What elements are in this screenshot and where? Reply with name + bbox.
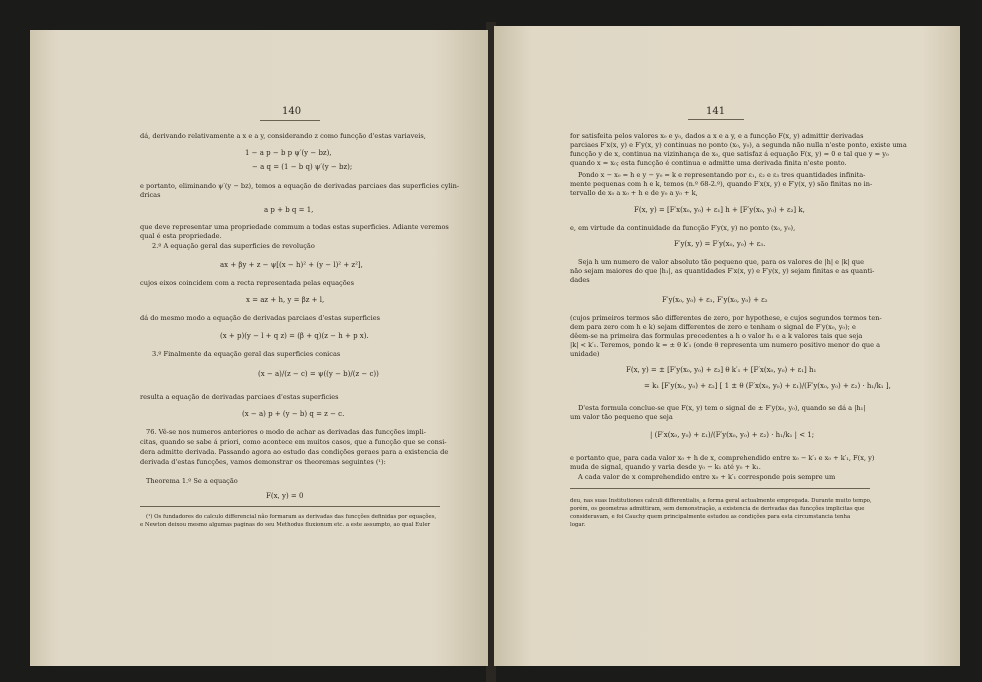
equation: F(x, y) = 0 — [266, 492, 304, 500]
equation: 1 − a p − b p ψ′(y − bz), — [245, 149, 332, 157]
text-line: Pondo x − x₀ = h e y − y₀ = k e representando por ε₁, ε₂ e ε₃ tres quantidades infinita- — [578, 171, 866, 179]
text-line: dêem-se na primeira das formulas precedentes a h o valor h₁ e a k valores tais que seja — [570, 332, 863, 340]
text-line: um valor tão pequeno que seja — [570, 413, 673, 421]
text-line: 3.º Finalmente da equação geral das superficies conicas — [152, 350, 341, 358]
footnote-line: consideravam, e foi Cauchy quem principalmente estudou as condições para esta circumstancia tenha — [570, 514, 851, 520]
equation: (x + p)(y − l + q z) = (β + q)(z − h + p x). — [220, 332, 369, 340]
text-line: dem para zero com h e k) sejam differentes de zero e tenham o signal de F′y(x₀, y₀); e — [570, 323, 856, 331]
right-page — [494, 26, 960, 666]
header-rule — [260, 120, 320, 121]
text-line: for satisfeita pelos valores x₀ e y₀, dados a x e a y, e a funcção F(x, y) admittir derivadas — [570, 132, 864, 140]
text-line: derivada d'estas funcções, vamos demonstrar os theoremas seguintes (¹): — [140, 458, 386, 466]
text-line: unidade) — [570, 350, 600, 358]
text-line: dricas — [140, 191, 161, 199]
text-line: citas, quando se sabe á priori, como acontece em muitos casos, que a funcção que se consi- — [140, 438, 447, 446]
text-line: A cada valor de x comprehendido entre x₀ + k′₁ corresponde pois sempre um — [578, 473, 836, 481]
text-line: |k| < k′₁. Teremos, pondo k = ± θ k′₁ (onde θ representa um numero positivo menor do que a — [570, 341, 881, 349]
text-line: funcção y de x, continua na vizinhança de x₀, que satisfaz á equação F(x, y) = 0 e tal que y = y₀ — [570, 150, 889, 158]
left-page — [30, 30, 488, 666]
text-line: Theorema 1.º Se a equação — [146, 477, 238, 485]
text-line: dades — [570, 276, 590, 284]
text-line: não sejam maiores do que |h₁|, as quantidades F′x(x, y) e F′y(x, y) sejam finitas e as quanti- — [570, 267, 875, 275]
equation: (x − a)/(z − c) = ψ((y − b)/(z − c)) — [258, 370, 379, 378]
equation: − a q = (1 − b q) ψ′(y − bz); — [252, 163, 353, 171]
footnote-rule — [140, 506, 440, 507]
text-line: que deve representar uma propriedade commum a todas estas superficies. Adiante veremos — [140, 223, 449, 231]
text-line: dera admitte derivada. Passando agora ao estudo das condições geraes para a existencia de — [140, 448, 449, 456]
footnote-line: deu, nas suas Institutiones calculi differentialis, a forma geral actualmente empregada. Durante muito tempo, — [570, 498, 872, 504]
text-line: dá, derivando relativamente a x e a y, considerando z como funcção d'estas variaveis, — [140, 132, 426, 140]
equation: x = az + h, y = βz + l, — [246, 296, 325, 304]
equation: a p + b q = 1, — [264, 206, 314, 214]
text-line: mente pequenas com h e k, temos (n.º 68-2.º), quando F′x(x, y) e F′y(x, y) são finitas no in- — [570, 180, 873, 188]
text-line: quando x = x₀; esta funcção é continua e admitte uma derivada finita n'este ponto. — [570, 159, 847, 167]
equation: | (F′x(x₀, y₀) + ε₁)/(F′y(x₀, y₀) + ε₂) · h₁/k₁ | < 1; — [650, 431, 815, 439]
header-rule — [688, 119, 744, 120]
text-line: 76. Vê-se nos numeros anteriores o modo de achar as derivadas das funcções impli- — [146, 428, 426, 436]
text-line: D'esta formula conclue-se que F(x, y) tem o signal de ± F′y(x₀, y₀), quando se dá a |h₁| — [578, 404, 866, 412]
page-number: 140 — [282, 106, 302, 117]
text-line: dá do mesmo modo a equação de derivadas parciaes d'estas superficies — [140, 314, 380, 322]
footnote-rule — [570, 488, 870, 489]
text-line: e, em virtude da continuidade da funcção F′y(x, y) no ponto (x₀, y₀), — [570, 224, 796, 232]
text-line: parciaes F′x(x, y) e F′y(x, y) continuas no ponto (x₀, y₀), a segunda não nulla n'este ponto, existe uma — [570, 141, 907, 149]
text-line: tervallo de x₀ a x₀ + h e de y₀ a y₀ + k, — [570, 189, 698, 197]
page-number: 141 — [706, 106, 726, 117]
equation: F′y(x, y) = F′y(x₀, y₀) + ε₃. — [674, 240, 766, 248]
text-line: e portanto que, para cada valor x₀ + h de x, comprehendido entre x₀ − k′₁ e x₀ + k′₁, F(x, y) — [570, 454, 875, 462]
text-line: Seja h um numero de valor absoluto tão pequeno que, para os valores de |h| e |k| que — [578, 258, 865, 266]
footnote-line: logar. — [570, 522, 586, 528]
equation: = k₁ [F′y(x₀, y₀) + ε₂] [ 1 ± θ (F′x(x₀, y₀) + ε₁)/(F′y(x₀, y₀) + ε₂) · h₁/k₁ ], — [644, 382, 891, 390]
footnote-line: e Newton deixou mesmo algumas paginas do seu Methodus fluxionum etc. a este assumpto, ao qual Euler — [140, 522, 431, 528]
text-line: qual é esta propriedade. — [140, 232, 222, 240]
equation: (x − a) p + (y − b) q = z − c. — [242, 410, 345, 418]
equation: F(x, y) = ± [F′y(x₀, y₀) + ε₂] θ k′₁ + [F′x(x₀, y₀) + ε₁] h₁ — [626, 366, 817, 374]
text-line: cujos eixos coincidem com a recta representada pelas equações — [140, 279, 354, 287]
footnote-line: porém, os geometras admittiram, sem demonstração, a existencia de derivadas das funcções implicitas que — [570, 506, 865, 512]
text-line: e portanto, eliminando ψ′(y − bz), temos a equação de derivadas parciaes das superficies cylin- — [140, 182, 460, 190]
footnote-line: (¹) Os fundadores do calculo differencial não formaram as derivadas das funcções definidas por equações, — [146, 514, 437, 520]
text-line: muda de signal, quando y varia desde y₀ − k₁ até y₀ + k₁. — [570, 463, 761, 471]
text-line: 2.º A equação geral das superficies de revolução — [152, 242, 315, 250]
equation: F(x, y) = [F′x(x₀, y₀) + ε₁] h + [F′y(x₀, y₀) + ε₂] k, — [634, 206, 805, 214]
equation: F′y(x₀, y₀) + ε₁, F′y(x₀, y₀) + ε₂ — [662, 296, 768, 304]
equation: ax + βy + z − ψ[(x − h)² + (y − l)² + z²], — [220, 261, 363, 269]
text-line: resulta a equação de derivadas parciaes d'estas superficies — [140, 393, 339, 401]
text-line: (cujos primeiros termos são differentes de zero, por hypothese, e cujos segundos termos ten- — [570, 314, 882, 322]
